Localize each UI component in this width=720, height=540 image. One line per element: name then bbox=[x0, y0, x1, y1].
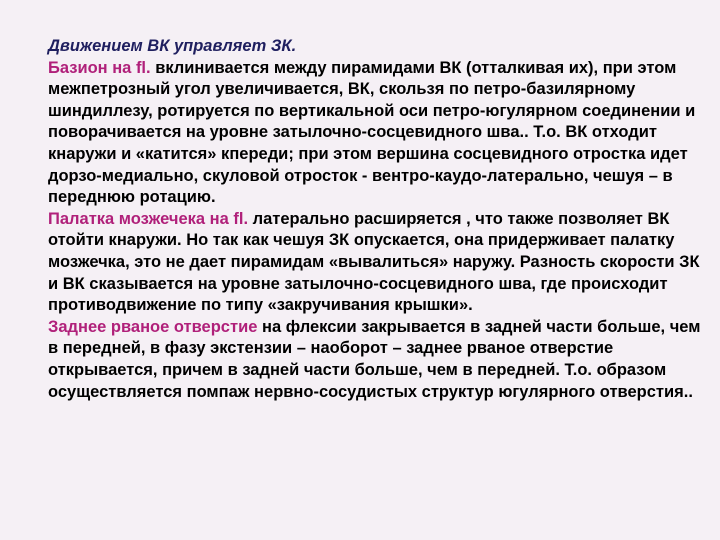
term-basion: Базион на fl. bbox=[48, 58, 151, 77]
term-jugular-foramen: Заднее рваное отверстие bbox=[48, 317, 258, 336]
paragraph-basion-text: вклинивается между пирамидами ВК (отталкивая их), при этом межпетрозный угол увеличивается, ВК, скользя по петро-базилярному шиндиллезу, ротируется по вертикальной оси петро-югулярном соединении и поворачивается на уровне затылочно-сосцевидного шва.. Т.о. ВК отходит кнаружи и «катится» кпереди; при этом вершина сосцевидного отростка идет дорзо-медиально, скуловой отросток - вентро-каудо-латерально, чешуя – в переднюю ротацию. bbox=[48, 58, 696, 207]
paragraph-jugular-foramen-text: на флексии закрывается в задней части больше, чем в передней, в фазу экстензии – наоборот – заднее рваное отверстие открывается, причем в задней части больше, чем в передней. Т.о. образом осуществляется помпаж нервно-сосудистых структур югулярного отверстия.. bbox=[48, 317, 701, 401]
slide-title: Движением ВК управляет ЗК. bbox=[48, 37, 297, 55]
paragraph-tentorium-text: латерально расширяется , что также позволяет ВК отойти кнаружи. Но так как чешуя ЗК опускается, она придерживает палатку мозжечка, это не дает пирамидам «вывалиться» наружу. Разность скорости ЗК и ВК сказывается на уровне затылочно-сосцевидного шва, где происходит противодвижение по типу «закручивания крышки». bbox=[48, 209, 700, 315]
term-tentorium: Палатка мозжечека на fl. bbox=[48, 209, 249, 228]
paragraph-basion bbox=[48, 58, 710, 209]
paragraph-jugular-foramen bbox=[48, 317, 710, 403]
paragraph-tentorium bbox=[48, 209, 710, 317]
slide-content bbox=[48, 36, 710, 403]
